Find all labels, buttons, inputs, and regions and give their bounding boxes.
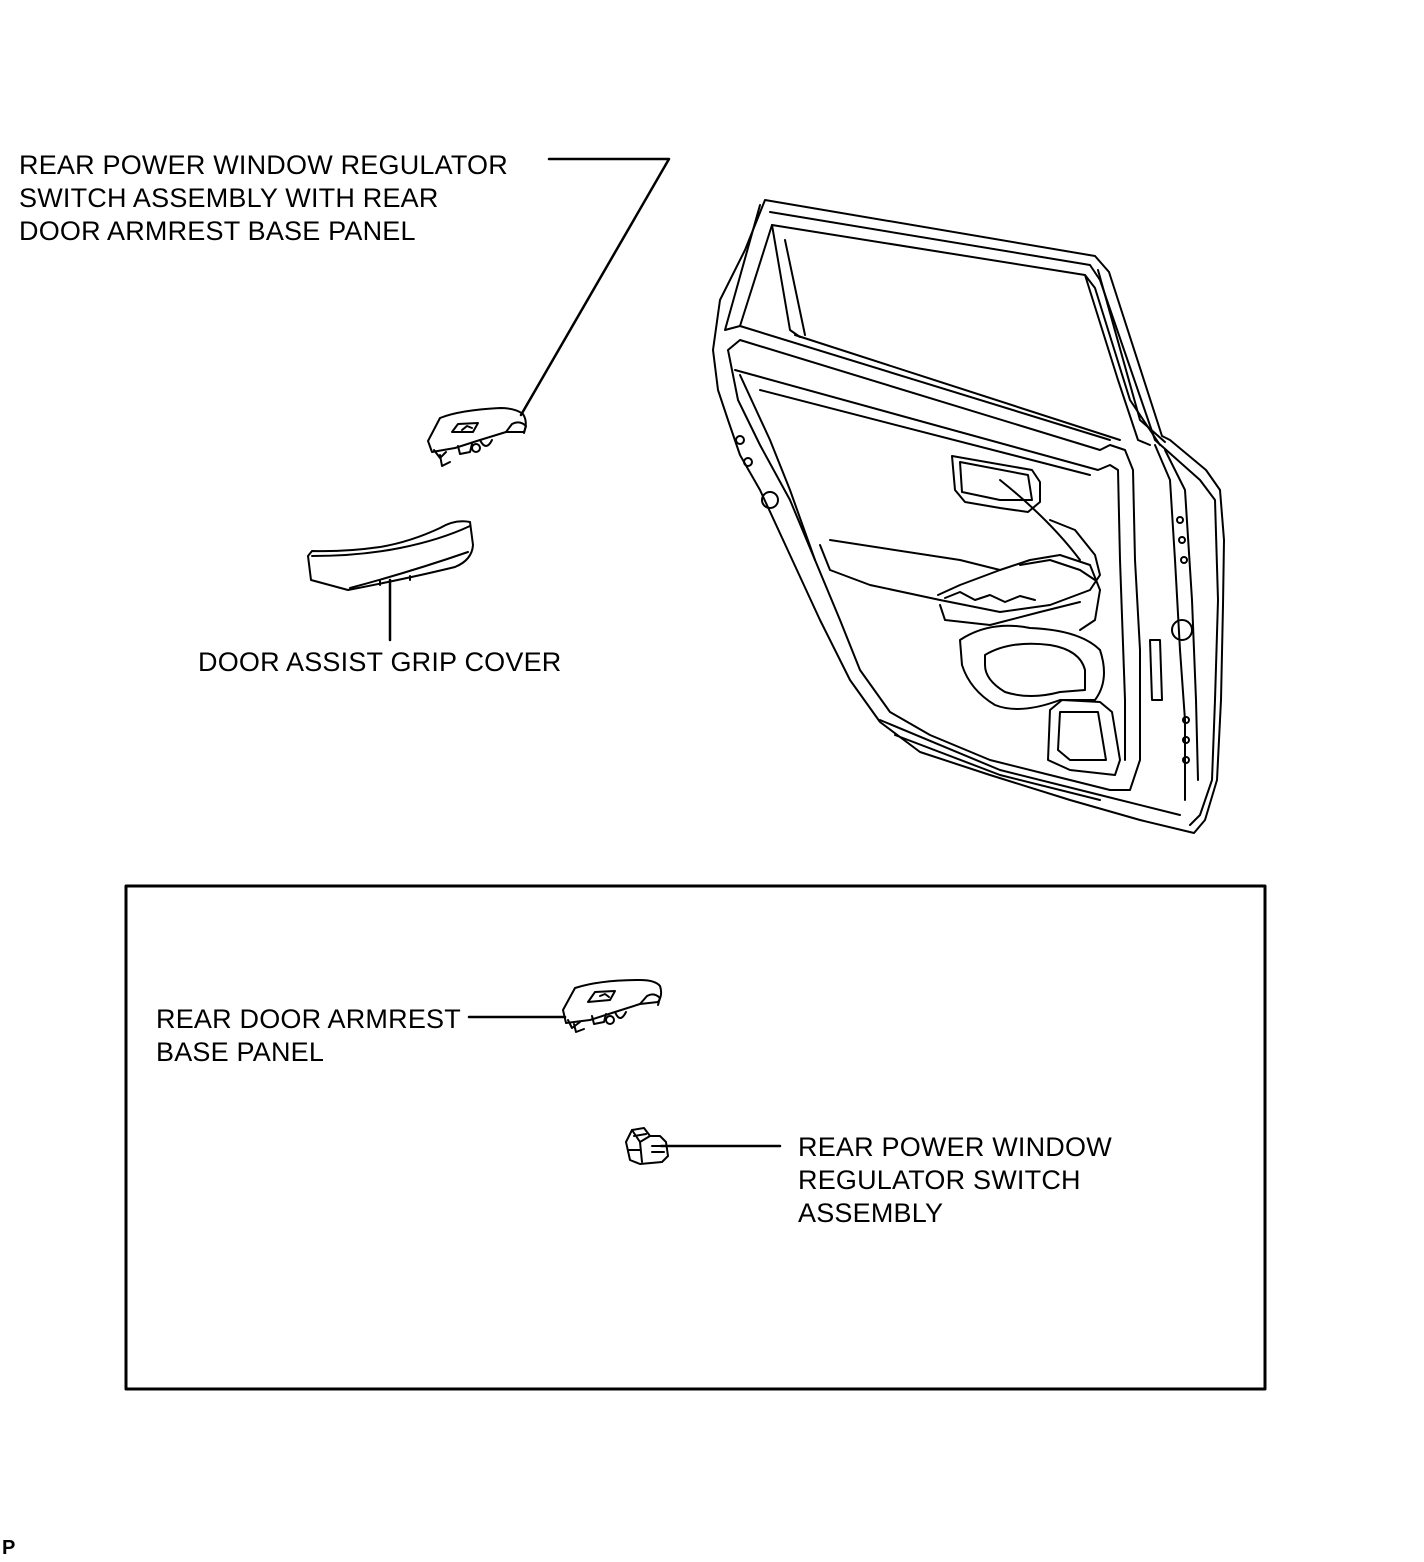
label-line: REAR POWER WINDOW [798,1132,1112,1162]
armrest-base-panel-part [563,980,661,1032]
label-line: REAR DOOR ARMREST [156,1004,461,1034]
label-power-window-switch-assembly [798,1131,1112,1230]
figure-code: P [2,1537,16,1559]
label-line: REAR POWER WINDOW REGULATOR [19,150,508,180]
armrest-switch-part-top [428,408,526,466]
rear-door-part [713,200,1224,833]
label-door-assist-grip-cover [198,646,562,679]
label-line: DOOR ASSIST GRIP COVER [198,647,562,677]
label-line: REGULATOR SWITCH [798,1165,1081,1195]
label-line: DOOR ARMREST BASE PANEL [19,216,416,246]
power-window-switch-part [626,1128,668,1164]
label-line: BASE PANEL [156,1037,325,1067]
label-line: ASSEMBLY [798,1198,944,1228]
label-switch-with-armrest-panel [19,149,508,248]
label-rear-door-armrest-base-panel [156,1003,461,1069]
label-line: SWITCH ASSEMBLY WITH REAR [19,183,439,213]
leader-switch-with-panel [521,159,669,415]
